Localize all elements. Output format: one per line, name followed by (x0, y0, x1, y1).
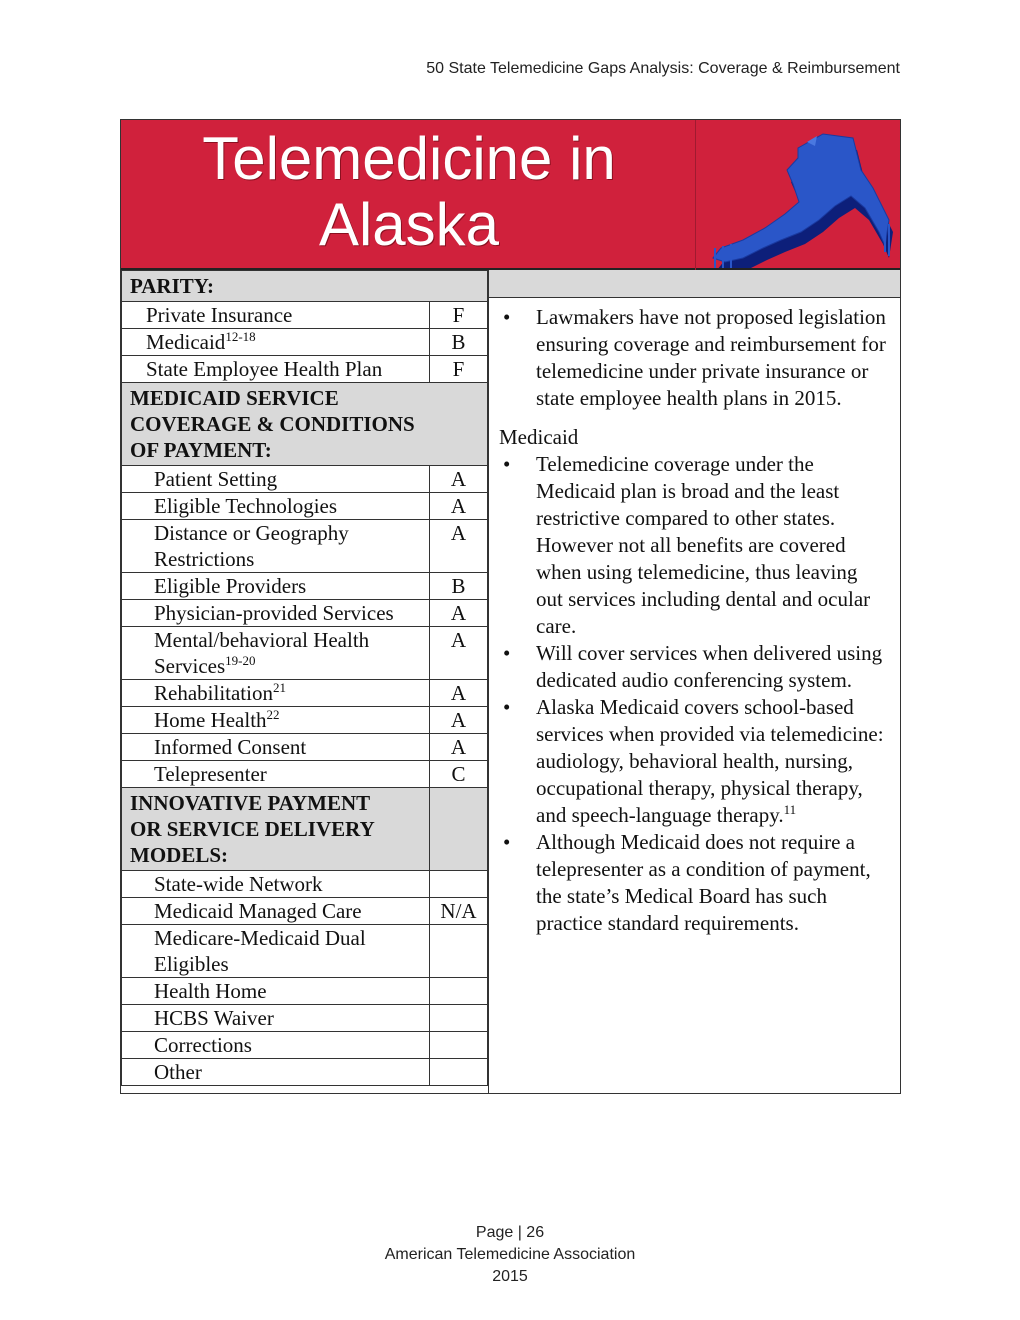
footer-org: American Telemedicine Association (384, 1246, 636, 1263)
row-label: Eligible Technologies (122, 493, 430, 520)
table-row (122, 707, 488, 734)
row-grade (430, 871, 488, 898)
table-row (122, 329, 488, 356)
row-grade: B (430, 573, 488, 600)
table-row (122, 925, 488, 978)
footnote-ref: 11 (783, 802, 797, 817)
page-header: 50 State Telemedicine Gaps Analysis: Coverage & Reimbursement (426, 60, 900, 77)
banner-title (121, 126, 697, 258)
table-row (122, 520, 488, 573)
row-label: Rehabilitation$^{21}$ (122, 680, 430, 707)
row-label: Health Home (122, 978, 430, 1005)
row-label: State Employee Health Plan (122, 356, 430, 383)
row-label: Home Health$^{22}$ (122, 707, 430, 734)
row-grade: A (430, 493, 488, 520)
parity-note: Lawmakers have not proposed legislation ensuring coverage and reimbursement for telemedicine under private insurance or state employee health plans in 2015. (536, 305, 886, 410)
table-row (122, 600, 488, 627)
scorecard-table (121, 270, 488, 1086)
innovative-heading: INNOVATIVE PAYMENT OR SERVICE DELIVERY MODELS: (122, 788, 430, 871)
row-label: State-wide Network (122, 871, 430, 898)
footnote-ref: 19-20 (225, 653, 256, 668)
footer-year: 2015 (492, 1268, 528, 1285)
row-grade: A (430, 520, 488, 573)
medicaid-heading: MEDICAID SERVICE COVERAGE & CONDITIONS OF PAYMENT: (122, 383, 488, 466)
list-item (499, 640, 888, 694)
table-row (122, 1032, 488, 1059)
row-grade: F (430, 356, 488, 383)
row-label: Telepresenter (122, 761, 430, 788)
banner-title-line2: Alaska (318, 191, 500, 258)
list-item (499, 304, 888, 412)
table-row (122, 761, 488, 788)
row-label: Patient Setting (122, 466, 430, 493)
notes-header-bar (489, 270, 900, 298)
row-label: Eligible Providers (122, 573, 430, 600)
page-footer (0, 1222, 1020, 1288)
row-grade: B (430, 329, 488, 356)
row-grade: A (430, 734, 488, 761)
table-row (122, 978, 488, 1005)
table-row (122, 871, 488, 898)
row-grade: N/A (430, 898, 488, 925)
banner (121, 120, 900, 270)
medicaid-note: Will cover services when delivered using dedicated audio conferencing system. (536, 641, 883, 692)
row-label: Informed Consent (122, 734, 430, 761)
list-item (499, 451, 888, 640)
table-row (122, 627, 488, 680)
footnote-ref: 22 (266, 707, 280, 722)
row-grade: F (430, 302, 488, 329)
medicaid-subheading: Medicaid (499, 425, 579, 449)
heading-grade-cell (430, 788, 488, 871)
row-grade (430, 978, 488, 1005)
footnote-ref: 12-18 (225, 329, 256, 344)
banner-title-line1: Telemedicine in (202, 125, 616, 192)
table-row (122, 1059, 488, 1086)
bullet-icon: • (503, 641, 511, 665)
row-label: Distance or Geography Restrictions (122, 520, 430, 573)
table-row (122, 734, 488, 761)
parity-heading: PARITY: (122, 271, 488, 302)
bullet-icon: • (503, 830, 511, 854)
bullet-icon: • (503, 305, 511, 329)
row-grade (430, 1005, 488, 1032)
row-grade: C (430, 761, 488, 788)
row-grade: A (430, 707, 488, 734)
row-label: Medicaid$^{12-18}$ (122, 329, 430, 356)
table-row (122, 302, 488, 329)
row-grade (430, 1059, 488, 1086)
row-label: HCBS Waiver (122, 1005, 430, 1032)
medicaid-note: Telemedicine coverage under the Medicaid plan is broad and the least restrictive compared to other states. However not all benefits are covered when using telemedicine, thus leaving out services including dental and ocular care. (536, 452, 871, 638)
banner-divider (695, 120, 696, 270)
row-grade: A (430, 466, 488, 493)
table-row (122, 356, 488, 383)
notes-body (489, 298, 900, 937)
row-label: Private Insurance (122, 302, 430, 329)
alaska-map-icon (703, 128, 893, 268)
row-grade: A (430, 627, 488, 680)
row-grade: A (430, 600, 488, 627)
state-card (120, 119, 901, 1094)
medicaid-note: Although Medicaid does not require a telepresenter as a condition of payment, the state’s Medical Board has such practice standard requirements. (536, 830, 871, 935)
list-item (499, 694, 888, 829)
row-label: Other (122, 1059, 430, 1086)
notes-column (488, 270, 900, 1093)
row-label: Corrections (122, 1032, 430, 1059)
table-row (122, 466, 488, 493)
medicaid-note: Alaska Medicaid covers school-based services when provided via telemedicine: audiology, behavioral health, nursing, occupational therapy, physical therapy, and speech-language therapy.$^{11}$ (536, 695, 884, 827)
bullet-icon: • (503, 452, 511, 476)
row-label: Medicaid Managed Care (122, 898, 430, 925)
row-label: Medicare-Medicaid Dual Eligibles (122, 925, 430, 978)
list-item (499, 829, 888, 937)
row-grade: A (430, 680, 488, 707)
table-row (122, 573, 488, 600)
table-row (122, 680, 488, 707)
page-number: Page | 26 (475, 1224, 545, 1241)
table-row (122, 1005, 488, 1032)
table-row (122, 493, 488, 520)
footnote-ref: 21 (272, 680, 286, 695)
bullet-icon: • (503, 695, 511, 719)
row-label: Physician-provided Services (122, 600, 430, 627)
row-label: Mental/behavioral Health Services$^{19-20}$ (122, 627, 430, 680)
table-row (122, 898, 488, 925)
row-grade (430, 1032, 488, 1059)
row-grade (430, 925, 488, 978)
